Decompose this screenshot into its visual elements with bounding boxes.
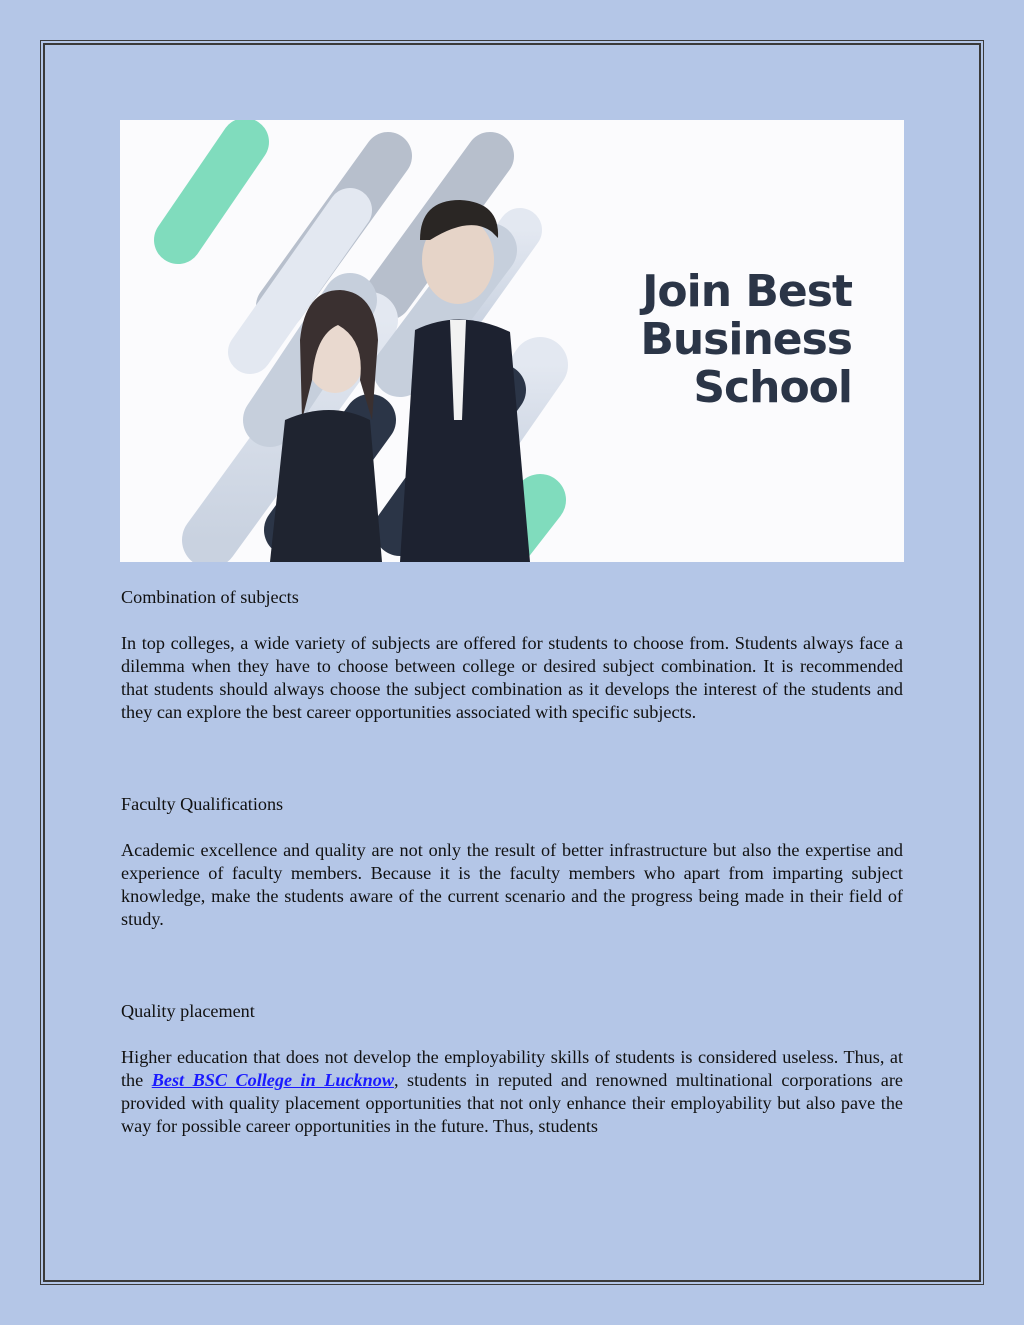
- mint-pill-top: [178, 142, 245, 240]
- section-heading-subjects: Combination of subjects: [121, 587, 299, 607]
- placement-text-after-link: , students in reputed and renowned multinational corporations are provided with quality placement opportunities that not only enhance their employability but also pave the way for possible career opportunities in the future. Thus, students: [121, 1070, 903, 1136]
- banner-image: [120, 120, 904, 562]
- section-paragraph-subjects: In top colleges, a wide variety of subjects are offered for students to choose from. Students always face a dilemma when they have to choose between college or desired subject combination. It is recommended that students should always choose the subject combination as it develops the interest of the students and they can explore the best career opportunities associated with specific subjects.: [121, 633, 903, 722]
- section-heading-faculty: Faculty Qualifications: [121, 794, 284, 814]
- document-body: [121, 586, 903, 1138]
- section-heading-placement: Quality placement: [121, 1001, 255, 1021]
- bsc-college-link[interactable]: Best BSC College in Lucknow: [151, 1070, 394, 1090]
- section-paragraph-faculty: Academic excellence and quality are not only the result of better infrastructure but also the expertise and experience of faculty members. Because it is the faculty members who apart from imparting subject knowledge, make the students aware of the current scenario and the progress being made in their field of study.: [121, 840, 903, 929]
- banner-title-line-3: School: [693, 362, 852, 413]
- placement-text-before-link: Higher education that does not develop the employability skills of students is considered useless. Thus, at the: [121, 1047, 903, 1090]
- banner-title: [552, 268, 852, 412]
- section-paragraph-placement: [121, 1046, 903, 1138]
- banner-title-line-1: Join Best: [642, 266, 852, 317]
- banner-title-line-2: Business: [640, 314, 852, 365]
